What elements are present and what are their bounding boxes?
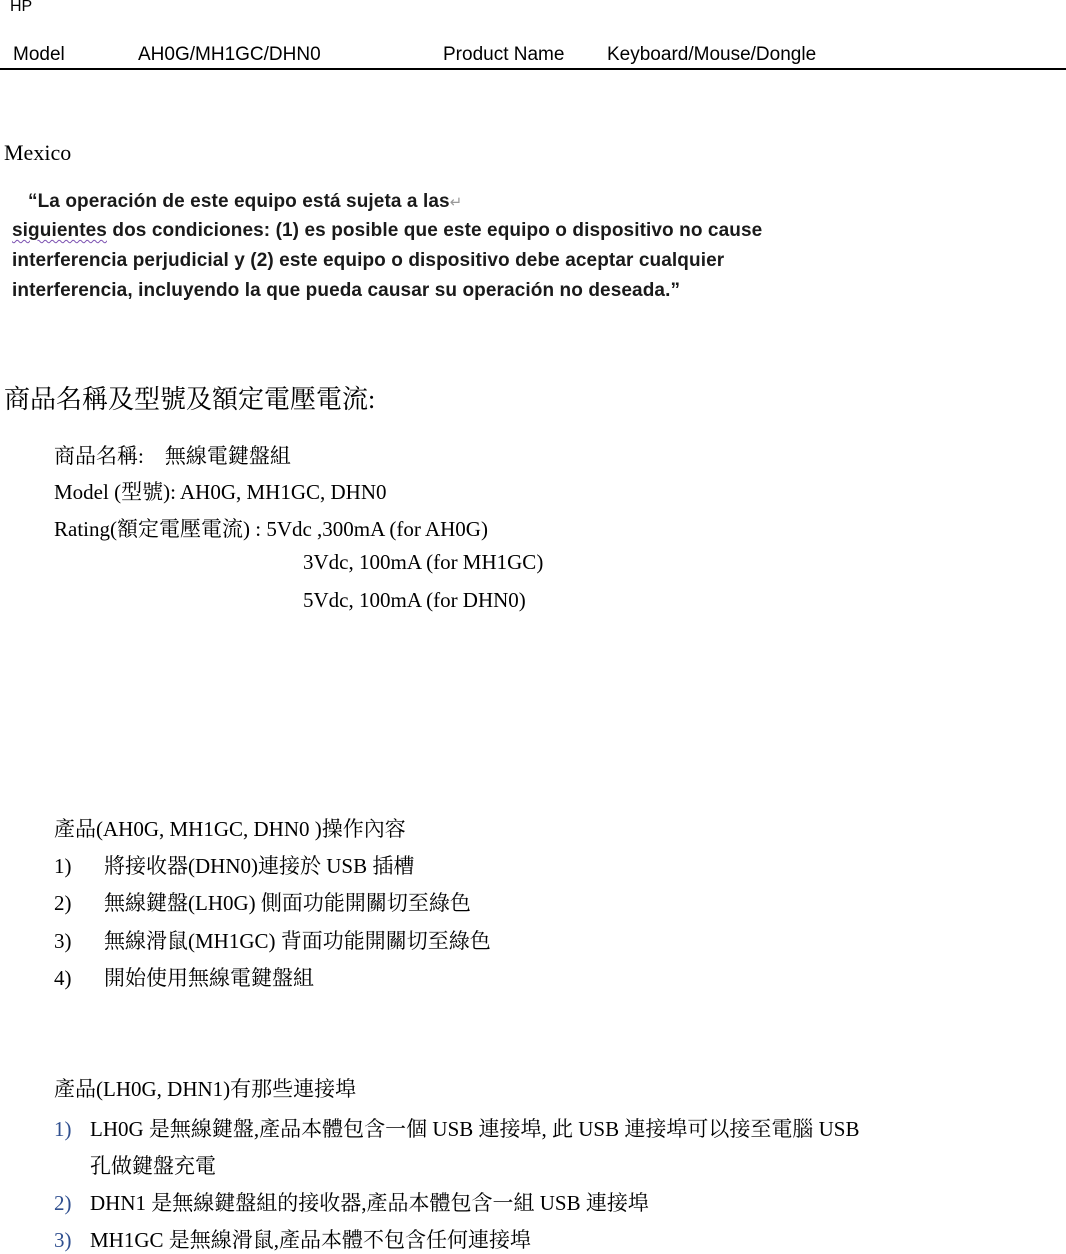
mexico-notice-line-4: interferencia, incluyendo la que pueda causar su operación no deseada.”: [12, 280, 681, 301]
list-text: MH1GC 是無線滑鼠,產品本體不包含任何連接埠: [90, 1228, 532, 1252]
model-label: Model: [13, 44, 65, 65]
list-text: 將接收器(DHN0)連接於 USB 插槽: [104, 854, 415, 878]
brand-name: HP: [10, 0, 33, 15]
list-number: 2): [54, 891, 72, 915]
mexico-notice-line-2: [12, 220, 762, 242]
spec-rating-dhn0: 5Vdc, 100mA (for DHN0): [303, 588, 526, 612]
list-number: 1): [54, 1117, 72, 1141]
product-name-label: Product Name: [443, 44, 565, 65]
list-item: [54, 850, 414, 880]
list-item: [54, 962, 314, 992]
list-text: 無線鍵盤(LH0G) 側面功能開關切至綠色: [104, 891, 471, 915]
list-text: LH0G 是無線鍵盤,產品本體包含一個 USB 連接埠, 此 USB 連接埠可以接至電腦 USB: [90, 1117, 860, 1141]
return-mark-icon: ↵: [449, 194, 463, 211]
list-number: 4): [54, 966, 72, 990]
spec-rating-mh1gc: 3Vdc, 100mA (for MH1GC): [303, 550, 544, 574]
list-text: DHN1 是無線鍵盤組的接收器,產品本體包含一組 USB 連接埠: [90, 1191, 649, 1215]
mexico-notice-line-1: [28, 191, 462, 213]
list-item: [54, 1224, 531, 1254]
mexico-notice-line-3: interferencia perjudicial y (2) este equipo o dispositivo debe aceptar cualquier: [12, 250, 725, 271]
list-text: 無線滑鼠(MH1GC) 背面功能開關切至綠色: [104, 929, 491, 953]
mexico-notice-text: dos condiciones: (1) es posible que este equipo o dispositivo no cause: [106, 220, 763, 241]
list-number: 3): [54, 1228, 72, 1252]
list-item: [54, 1113, 859, 1143]
model-value: AH0G/MH1GC/DHN0: [138, 44, 321, 65]
list-item: [54, 887, 471, 917]
ports-heading: 產品(LH0G, DHN1)有那些連接埠: [54, 1077, 357, 1101]
spec-rating: Rating(額定電壓電流) : 5Vdc ,300mA (for AH0G): [54, 517, 488, 541]
operation-heading: 產品(AH0G, MH1GC, DHN0 )操作內容: [54, 817, 406, 841]
header-divider: [0, 68, 1066, 70]
list-number: 3): [54, 929, 72, 953]
mexico-notice-text: “La operación de este equipo está sujeta a las: [28, 191, 450, 212]
list-item: [54, 1187, 649, 1217]
taiwan-heading: 商品名稱及型號及額定電壓電流:: [4, 385, 376, 414]
list-text: 開始使用無線電鍵盤組: [104, 966, 314, 990]
product-name-value: Keyboard/Mouse/Dongle: [607, 44, 817, 65]
spellcheck-word: siguientes: [12, 220, 107, 241]
list-item-continuation: 孔做鍵盤充電: [90, 1154, 216, 1178]
list-item: [54, 925, 491, 955]
mexico-heading: Mexico: [4, 140, 72, 165]
list-number: 1): [54, 854, 72, 878]
spec-model: Model (型號): AH0G, MH1GC, DHN0: [54, 480, 387, 504]
list-number: 2): [54, 1191, 72, 1215]
spec-product-name: 商品名稱: 無線電鍵盤組: [54, 444, 291, 468]
